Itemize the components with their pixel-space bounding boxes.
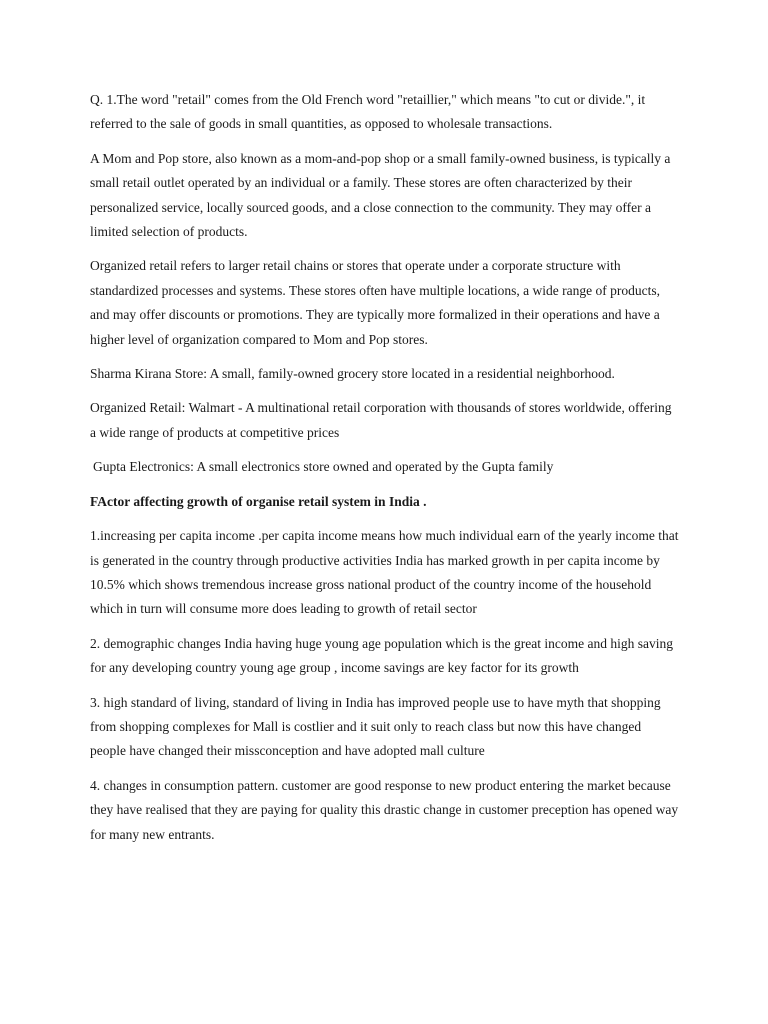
paragraph-factor-1: 1.increasing per capita income .per capita income means how much individual earn of the yearly income that is generated in the country through productive activities India has marked growth in per capita income by 10.5% which shows tremendous increase gross national product of the country income of the household which in turn will consume more does leading to growth of retail sector — [90, 528, 679, 617]
paragraph-factor-3: 3. high standard of living, standard of living in India has improved people use to have myth that shopping from shopping complexes for Mall is costlier and it suit only to reach class but now this have changed people have changed their missconception and have adopted mall culture — [90, 694, 661, 759]
paragraph-gupta-electronics: Gupta Electronics: A small electronics store owned and operated by the Gupta family — [93, 459, 554, 475]
paragraph-retail-definition: Q. 1.The word "retail" comes from the Old French word "retaillier," which means "to cut or divide.", it referred to the sale of goods in small quantities, as opposed to wholesale transactions. — [90, 92, 646, 132]
document-body — [90, 88, 680, 857]
paragraph-factor-4: 4. changes in consumption pattern. customer are good response to new product entering the market because they have realised that they are paying for quality this drastic change in customer preception has opened way for many new entrants. — [90, 777, 679, 842]
paragraph-walmart: Organized Retail: Walmart - A multinational retail corporation with thousands of stores worldwide, offering a wide range of products at competitive prices — [90, 400, 672, 440]
paragraph-mom-and-pop: A Mom and Pop store, also known as a mom-and-pop shop or a small family-owned business, is typically a small retail outlet operated by an individual or a family. These stores are often characterized by their personalized service, locally sourced goods, and a close connection to the community. They may offer a limited selection of products. — [90, 150, 671, 240]
paragraph-factor-2: 2. demographic changes India having huge young age population which is the great income and high saving for any developing country young age group , income savings are key factor for its growth — [90, 635, 673, 676]
paragraph-sharma-kirana: Sharma Kirana Store: A small, family-owned grocery store located in a residential neighborhood. — [90, 366, 615, 382]
section-heading: FActor affecting growth of organise retail system in India . — [90, 493, 427, 509]
paragraph-organized-retail: Organized retail refers to larger retail chains or stores that operate under a corporate structure with standardized processes and systems. These stores often have multiple locations, a wide range of products, and may offer discounts or promotions. They are typically more formalized in their operations and have a higher level of organization compared to Mom and Pop stores. — [90, 258, 660, 347]
